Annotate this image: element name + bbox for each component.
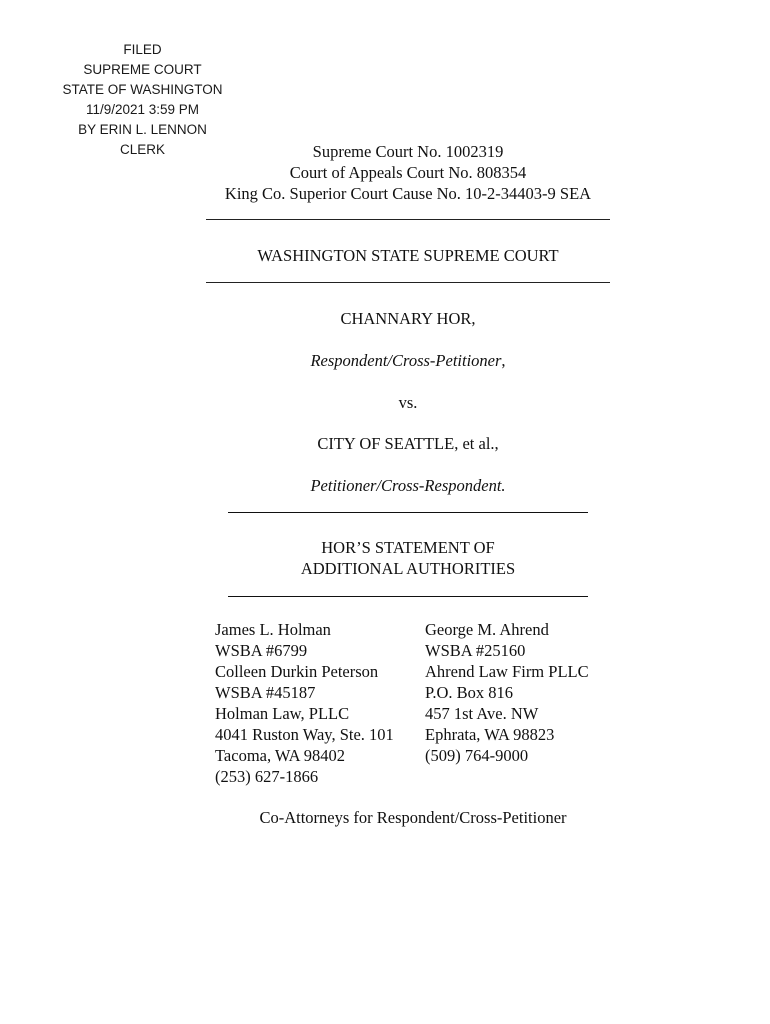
plaintiff-role-suffix: , [501, 351, 506, 370]
co-attorneys-caption: Co-Attorneys for Respondent/Cross-Petitioner [259, 808, 567, 827]
divider [206, 282, 610, 283]
attorney-column-ahrend [425, 619, 589, 766]
versus: vs. [398, 393, 418, 412]
stamp-line: 11/9/2021 3:59 PM [85, 102, 200, 117]
superior-court-cause-number: King Co. Superior Court Cause No. 10-2-34403-9 SEA [224, 184, 592, 203]
attorney-line: George M. Ahrend [425, 620, 549, 639]
case-numbers [0, 141, 770, 204]
stamp-line: SUPREME COURT [83, 62, 202, 77]
attorney-line: WSBA #45187 [215, 683, 316, 702]
attorney-line: P.O. Box 816 [425, 683, 514, 702]
plaintiff-role [0, 350, 770, 371]
divider [228, 596, 588, 597]
attorney-line: Ephrata, WA 98823 [425, 725, 555, 744]
plaintiff-name: CHANNARY HOR, [340, 309, 476, 328]
divider [228, 512, 588, 513]
attorney-line: WSBA #6799 [215, 641, 308, 660]
supreme-court-number: Supreme Court No. 1002319 [312, 142, 504, 161]
attorney-line: Holman Law, PLLC [215, 704, 350, 723]
document-title-line-2: ADDITIONAL AUTHORITIES [300, 559, 516, 578]
attorney-column-holman [215, 619, 394, 787]
attorney-line: Ahrend Law Firm PLLC [425, 662, 589, 681]
attorney-line: (253) 627-1866 [215, 767, 319, 786]
stamp-line: BY ERIN L. LENNON [78, 122, 207, 137]
court-name: WASHINGTON STATE SUPREME COURT [257, 246, 559, 265]
attorney-line: WSBA #25160 [425, 641, 526, 660]
appeals-court-number: Court of Appeals Court No. 808354 [289, 163, 527, 182]
document-title-line-1: HOR’S STATEMENT OF [321, 538, 495, 557]
attorney-line: James L. Holman [215, 620, 331, 639]
stamp-line: FILED [123, 42, 162, 57]
stamp-line: STATE OF WASHINGTON [62, 82, 223, 97]
attorney-line: 4041 Ruston Way, Ste. 101 [215, 725, 394, 744]
divider [206, 219, 610, 220]
attorney-line: 457 1st Ave. NW [425, 704, 539, 723]
defendant-role: Petitioner/Cross-Respondent. [310, 476, 506, 495]
attorney-line: Tacoma, WA 98402 [215, 746, 346, 765]
defendant-name: CITY OF SEATTLE, et al., [317, 434, 499, 453]
plaintiff-role-text: Respondent/Cross-Petitioner [310, 351, 502, 370]
attorney-line: Colleen Durkin Peterson [215, 662, 379, 681]
stamp-line: CLERK [119, 142, 165, 157]
attorney-line: (509) 764-9000 [425, 746, 529, 765]
